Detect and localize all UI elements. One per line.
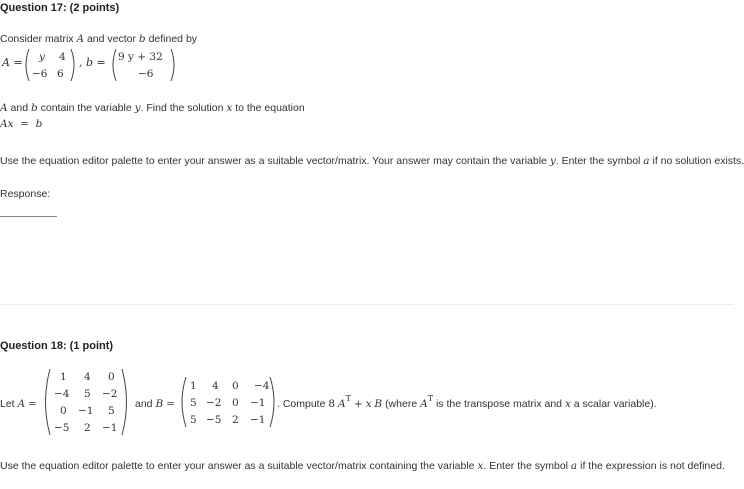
q18-let: Let xyxy=(0,398,15,410)
q18-compute-T2: T xyxy=(427,394,434,403)
q17-A-matrix xyxy=(22,46,78,84)
q17-intro-line xyxy=(0,33,197,45)
q18-B-cell: −2 xyxy=(206,397,222,409)
q18-A-cell: −5 xyxy=(54,422,70,434)
left-paren xyxy=(46,369,51,435)
q18-compute xyxy=(277,394,657,410)
q17-b-vector xyxy=(110,46,178,84)
q17-b-cell: −6 xyxy=(138,68,154,80)
q18-instr-pre: Use the equation editor palette to enter your answer as a suitable vector/matrix containing the variable xyxy=(0,460,475,472)
q18-compute-pre: . Compute xyxy=(277,398,326,410)
q18-compute-end: a scalar variable). xyxy=(573,398,657,410)
q18-B-cell: −1 xyxy=(250,414,266,426)
q18-instr-mid: . Enter the symbol xyxy=(483,460,568,472)
q18-compute-x2: x xyxy=(564,398,571,410)
q18-B-cell: 0 xyxy=(232,380,239,392)
q18-compute-rest: is the transpose matrix and xyxy=(435,398,563,410)
q17-instr-pre: Use the equation editor palette to enter your answer as a suitable vector/matrix. Your answer may contain the variable xyxy=(0,155,547,167)
q18-compute-x: x xyxy=(365,398,372,410)
q18-A-cell: 0 xyxy=(108,371,115,383)
q17-line2 xyxy=(0,102,305,114)
q17-line2-x: x xyxy=(226,102,233,114)
q18-eq: = xyxy=(28,398,37,410)
q18-instr-end: if the expression is not defined. xyxy=(580,460,725,472)
q18-B-cell: 5 xyxy=(190,414,197,426)
q18-A: A xyxy=(17,398,26,410)
question-divider xyxy=(0,304,734,305)
q18-A-cell: 1 xyxy=(60,371,67,383)
q18-B: B xyxy=(155,398,164,410)
q17-line2-and: and xyxy=(10,102,29,114)
q18-compute-B: B xyxy=(374,398,383,410)
q18-B-cell: 0 xyxy=(232,397,239,409)
q17-A-cell: 4 xyxy=(59,51,66,63)
left-paren xyxy=(26,49,29,81)
q17-instructions xyxy=(0,155,744,167)
q18-B-cell: 2 xyxy=(232,414,239,426)
q18-and-B xyxy=(135,398,175,410)
left-paren xyxy=(182,377,186,427)
q17-A-label: A = xyxy=(2,56,23,69)
q17-line2-rest: contain the variable xyxy=(40,102,132,114)
right-paren xyxy=(171,49,174,81)
q17-intro-A: A xyxy=(76,33,85,45)
right-paren xyxy=(122,369,127,435)
question-17-title: Question 17: (2 points) xyxy=(0,2,120,14)
q18-B-cell: 4 xyxy=(212,380,219,392)
q18-B-cell: −5 xyxy=(206,414,222,426)
q17-line2-tail: . Find the solution xyxy=(140,102,224,114)
q18-let-A xyxy=(0,398,37,410)
q17-instr-end: if no solution exists. xyxy=(652,155,744,167)
q18-A-cell: −1 xyxy=(78,405,94,417)
q17-line2-b: b xyxy=(30,102,38,114)
q18-compute-T: T xyxy=(345,394,351,403)
q18-compute-A: A xyxy=(337,398,346,410)
q17-line2-end: to the equation xyxy=(235,102,305,114)
q17-A-cell: −6 xyxy=(32,68,48,80)
q18-A-cell: 4 xyxy=(84,371,91,383)
q17-intro-b: b xyxy=(138,33,146,45)
left-paren xyxy=(113,49,116,81)
q18-B-cell: −4 xyxy=(254,380,270,392)
q17-response-input[interactable] xyxy=(0,216,57,217)
q18-B-cell: 1 xyxy=(190,380,197,392)
q18-A-matrix xyxy=(42,367,130,437)
q18-eq2: = xyxy=(166,398,175,410)
q17-A-cell: 6 xyxy=(57,68,64,80)
q17-response-label: Response: xyxy=(0,188,51,200)
q18-B-matrix xyxy=(178,375,278,429)
q18-compute-8: 8 xyxy=(328,398,336,410)
q18-instr-a: a xyxy=(570,460,578,472)
q18-B-cell: 5 xyxy=(190,397,197,409)
q18-instructions xyxy=(0,460,725,472)
q17-line2-y: y xyxy=(134,102,141,114)
q18-A-cell: −4 xyxy=(54,388,70,400)
q18-compute-plus: + xyxy=(353,398,363,410)
q18-compute-where: (where xyxy=(385,398,418,410)
right-paren xyxy=(71,49,74,81)
q18-compute-A2: A xyxy=(420,398,428,410)
q18-A-cell: 2 xyxy=(84,422,91,434)
question-18-title: Question 18: (1 point) xyxy=(0,340,114,352)
q18-instr-x: x xyxy=(477,460,484,472)
q17-b-label: , b = xyxy=(79,56,106,69)
q18-and: and xyxy=(135,398,153,410)
q17-instr-y: y xyxy=(549,155,556,167)
q17-b-cell: 9 y + 32 xyxy=(118,51,163,63)
right-paren xyxy=(270,377,274,427)
q18-A-cell: −2 xyxy=(102,388,118,400)
q18-A-cell: 0 xyxy=(60,405,67,417)
q17-intro-tail: defined by xyxy=(148,33,198,45)
q17-instr-a: a xyxy=(643,155,650,167)
q17-intro-text: Consider matrix xyxy=(0,33,74,45)
q17-instr-mid: . Enter the symbol xyxy=(555,155,641,167)
q18-B-cell: −1 xyxy=(250,397,266,409)
q18-A-cell: −1 xyxy=(102,422,118,434)
q17-line2-A: A xyxy=(0,102,8,114)
q18-A-cell: 5 xyxy=(108,405,115,417)
q17-A-cell: y xyxy=(39,51,45,63)
q17-intro-and: and vector xyxy=(86,33,136,45)
q17-equation: Ax = b xyxy=(0,118,43,130)
q18-A-cell: 5 xyxy=(84,388,91,400)
